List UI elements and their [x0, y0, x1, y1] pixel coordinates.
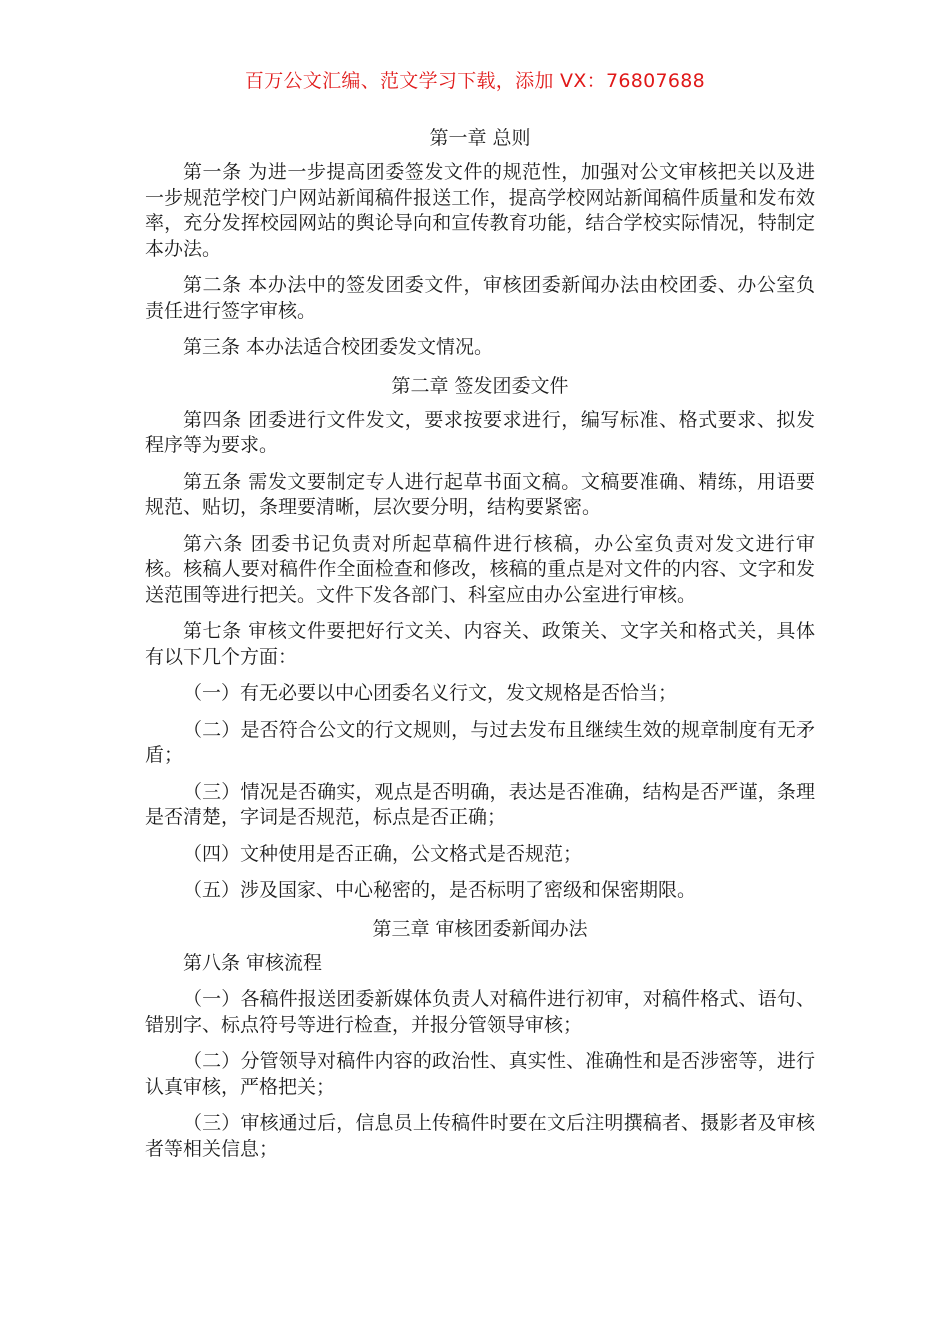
article-7-item-1: （一）有无必要以中心团委名义行文，发文规格是否恰当；: [183, 682, 678, 704]
article-7: 第七条 审核文件要把好行文关、内容关、政策关、文字关和格式关，具体有以下几个方面：: [145, 620, 815, 668]
chapter-1-title: 第一章 总则: [429, 127, 531, 149]
article-8-item-2: （二）分管领导对稿件内容的政治性、真实性、准确性和是否涉密等，进行认真审核，严格把关；: [145, 1050, 815, 1098]
article-5: 第五条 需发文要制定专人进行起草书面文稿。文稿要准确、精练，用语要规范、贴切，条理要清晰，层次要分明，结构要紧密。: [145, 470, 815, 518]
chapter-2-title: 第二章 签发团委文件: [391, 374, 569, 397]
article-4: 第四条 团委进行文件发文，要求按要求进行，编写标准、格式要求、拟发程序等为要求。: [145, 408, 815, 456]
article-7-item-4: （四）文种使用是否正确，公文格式是否规范；: [183, 842, 583, 865]
article-8-item-1: （一）各稿件报送团委新媒体负责人对稿件进行初审，对稿件格式、语句、错别字、标点符号等进行检查，并报分管领导审核；: [145, 988, 815, 1036]
article-7-item-5: （五）涉及国家、中心秘密的，是否标明了密级和保密期限。: [183, 879, 697, 901]
article-3: 第三条 本办法适合校团委发文情况。: [183, 336, 494, 358]
article-2: 第二条 本办法中的签发团委文件，审核团委新闻办法由校团委、办公室负责任进行签字审核。: [145, 274, 815, 322]
document-body: [145, 122, 815, 1173]
article-7-item-3: （三）情况是否确实，观点是否明确，表达是否准确，结构是否严谨，条理是否清楚，字词是否规范，标点是否正确；: [145, 780, 815, 828]
article-7-item-2: （二）是否符合公文的行文规则，与过去发布且继续生效的规章制度有无矛盾；: [145, 718, 815, 766]
article-8-item-3: （三）审核通过后，信息员上传稿件时要在文后注明撰稿者、摄影者及审核者等相关信息；: [145, 1112, 815, 1160]
article-8: 第八条 审核流程: [183, 951, 323, 974]
chapter-3-title: 第三章 审核团委新闻办法: [372, 917, 588, 940]
article-1: 第一条 为进一步提高团委签发文件的规范性，加强对公文审核把关以及进一步规范学校门户网站新闻稿件报送工作，提高学校网站新闻稿件质量和发布效率，充分发挥校园网站的舆论导向和宣传教育功能，结合学校实际情况，特制定本办法。: [145, 161, 815, 260]
promo-banner: 百万公文汇编、范文学习下载，添加 VX：76807688: [244, 70, 706, 92]
article-6: 第六条 团委书记负责对所起草稿件进行核稿，办公室负责对发文进行审核。核稿人要对稿件作全面检查和修改，核稿的重点是对文件的内容、文字和发送范围等进行把关。文件下发各部门、科室应由办公室进行审核。: [145, 532, 815, 606]
